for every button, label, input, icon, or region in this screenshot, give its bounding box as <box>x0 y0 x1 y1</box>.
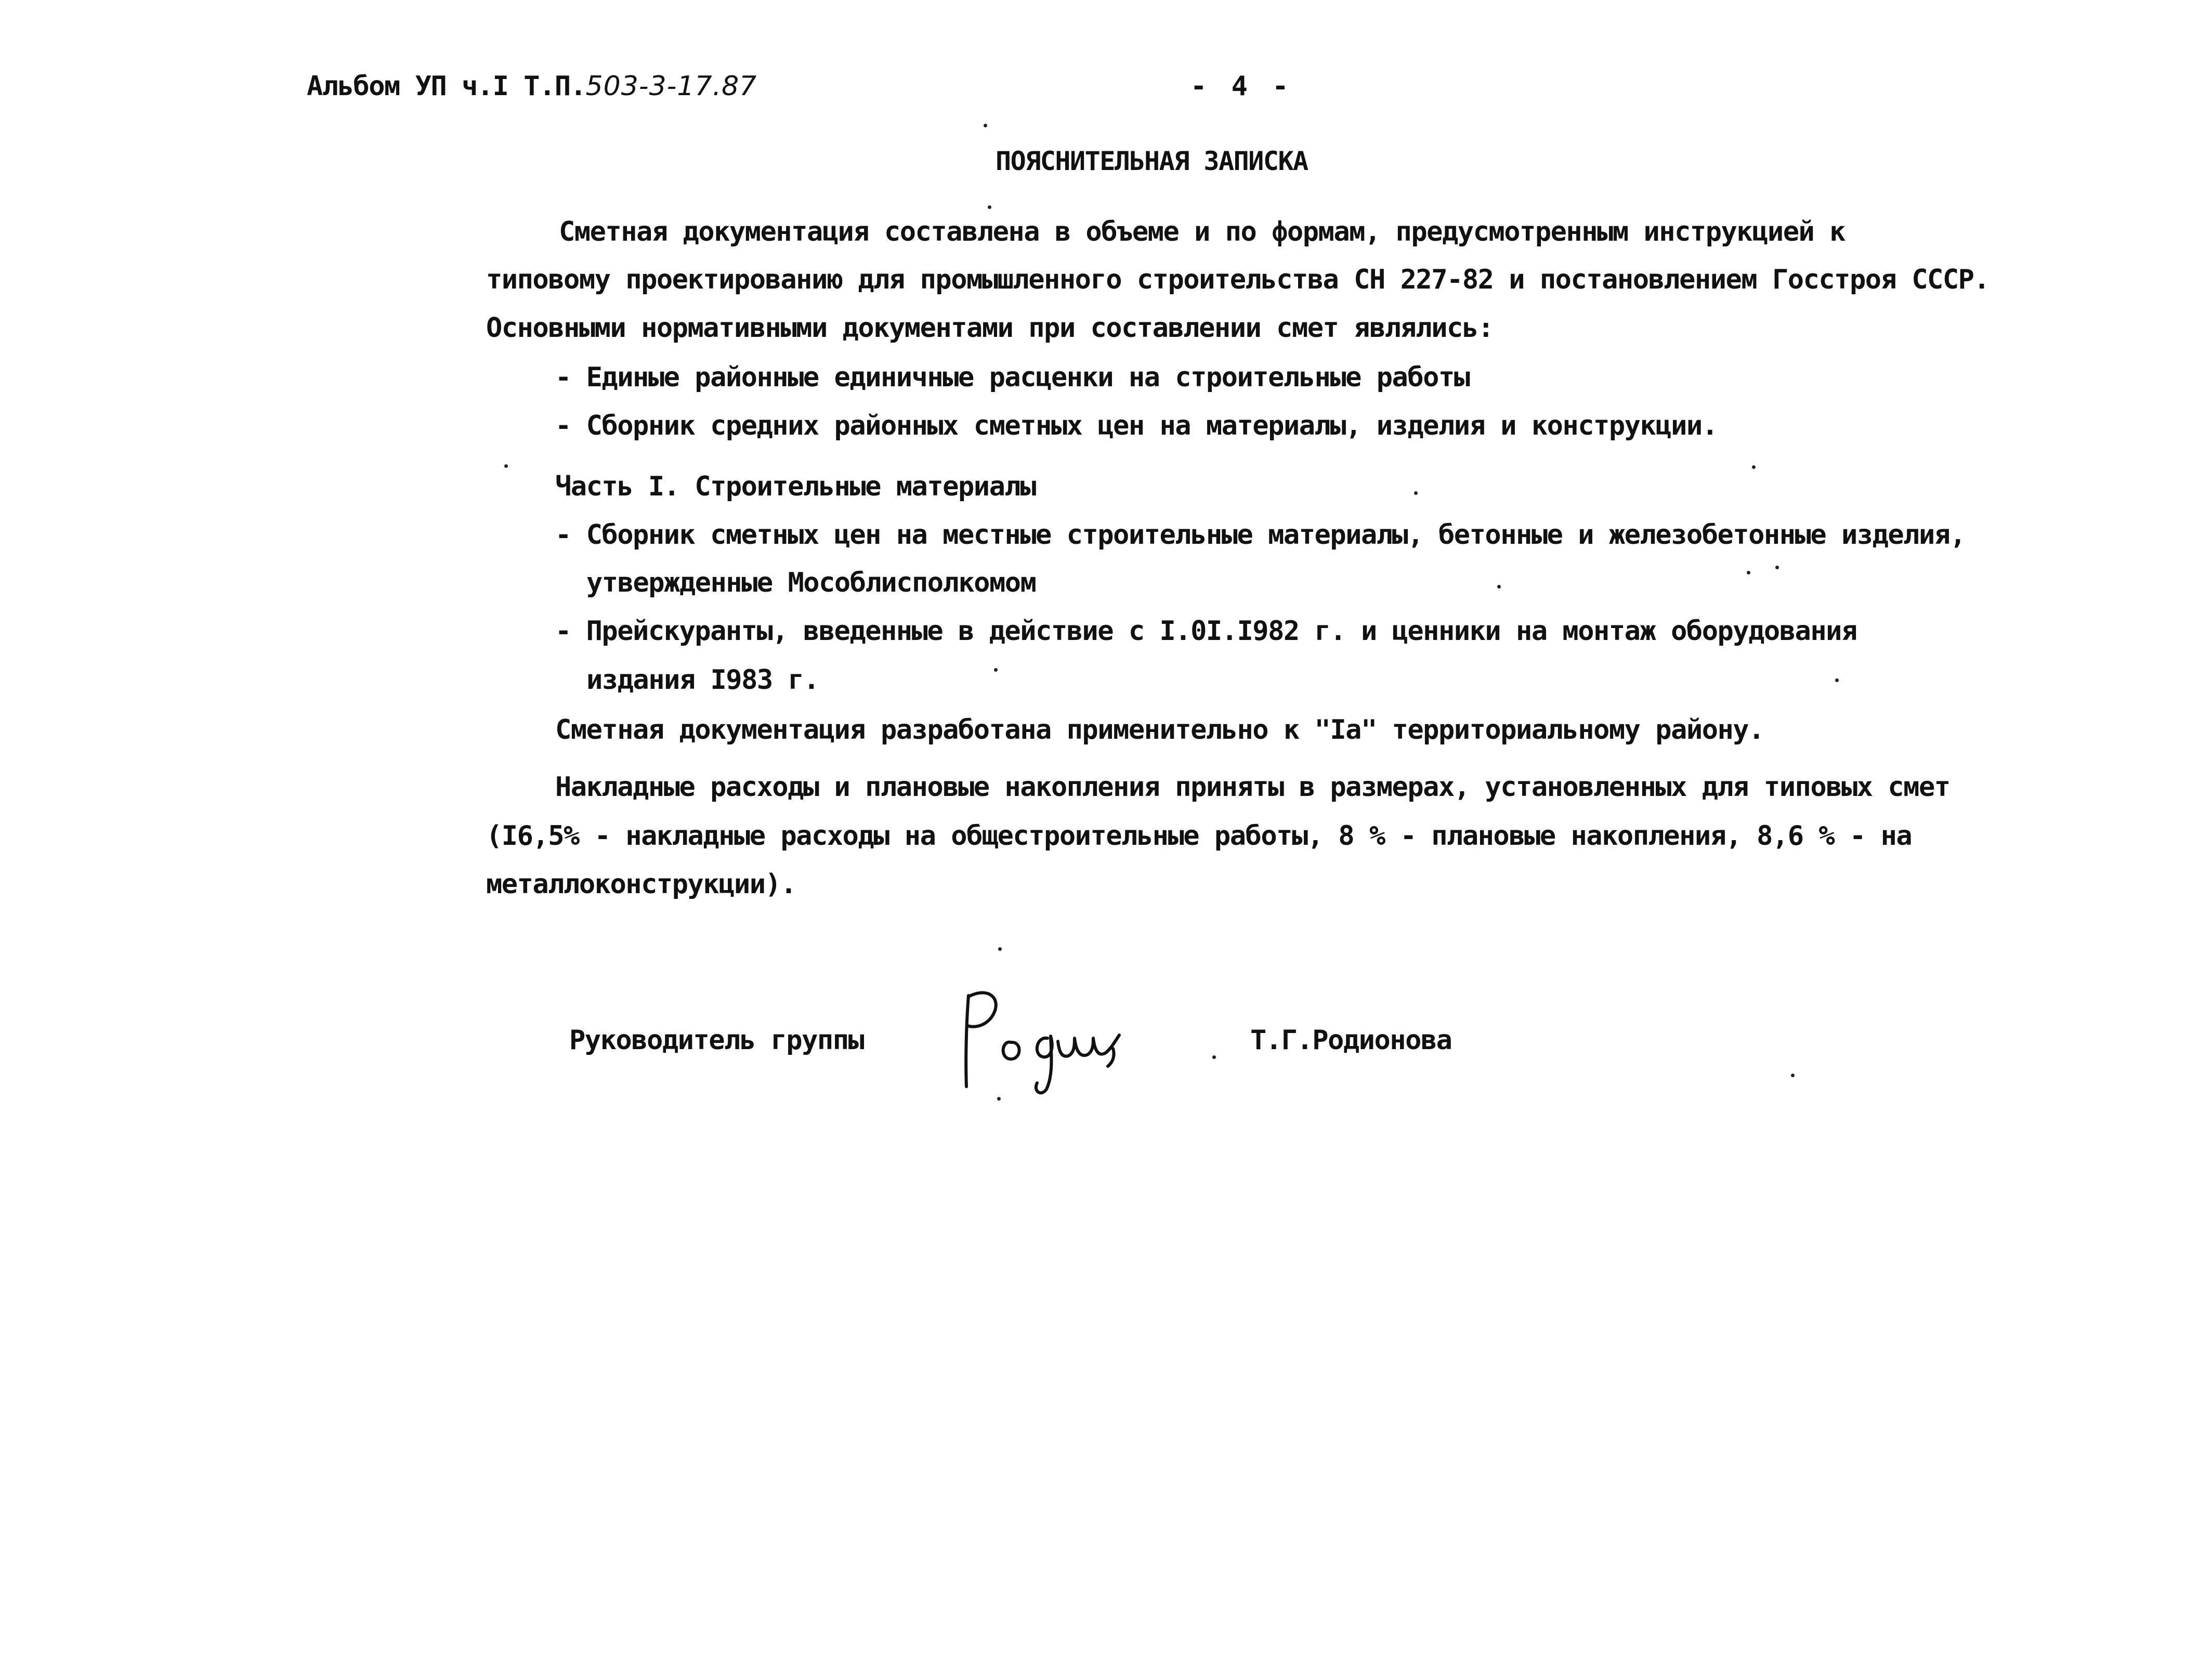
paragraph-line: Основными нормативными документами при составлении смет являлись: <box>486 312 1494 344</box>
scan-speck <box>997 1097 1001 1101</box>
list-item: - Единые районные единичные расценки на строительные работы <box>555 362 1470 393</box>
album-reference <box>307 73 757 100</box>
paragraph-line: Сметная документация разработана применительно к "Iа" территориальному району. <box>555 714 1764 746</box>
list-item-continuation: утвержденные Мособлисполкомом <box>586 567 1036 598</box>
scan-speck <box>1752 465 1756 469</box>
list-item: - Сборник средних районных сметных цен на материалы, изделия и конструкции. <box>555 410 1718 441</box>
document-title: ПОЯСНИТЕЛЬНАЯ ЗАПИСКА <box>996 146 1308 176</box>
paragraph-line: металлоконструкции). <box>486 869 796 900</box>
list-item-continuation: издания I983 г. <box>586 664 819 696</box>
scan-speck <box>1212 1055 1216 1059</box>
album-reference-handwritten: 503-3-17.87 <box>585 71 757 102</box>
list-item: - Сборник сметных цен на местные строительные материалы, бетонные и железобетонные изделия, <box>555 519 1966 551</box>
scan-speck <box>1497 585 1501 589</box>
paragraph-line: Накладные расходы и плановые накопления приняты в размерах, установленных для типовых смет <box>555 772 1950 803</box>
paragraph-line: (I6,5% - накладные расходы на общестроительные работы, 8 % - плановые накопления, 8,6 % - на <box>486 820 1912 852</box>
scan-speck <box>504 464 508 468</box>
scan-speck <box>1414 491 1418 495</box>
handwritten-signature <box>959 980 1125 1100</box>
scan-speck <box>988 205 991 209</box>
scan-speck <box>994 668 998 672</box>
scan-speck <box>1835 678 1839 682</box>
signer-role: Руководитель группы <box>569 1025 864 1056</box>
paragraph-line: типовому проектированию для промышленного строительства СН 227-82 и постановлением Госстроя СССР. <box>486 264 1990 295</box>
part-heading: Часть I. Строительные материалы <box>555 471 1036 502</box>
album-reference-typed: Альбом УП ч.I Т.П. <box>307 71 586 102</box>
list-item: - Прейскуранты, введенные в действие с I.0I.I982 г. и ценники на монтаж оборудования <box>555 616 1857 647</box>
scan-speck <box>1747 571 1750 574</box>
scan-speck <box>1775 566 1779 569</box>
paragraph-line: Сметная документация составлена в объеме и по формам, предусмотренным инструкцией к <box>559 216 1845 247</box>
scan-speck <box>1791 1074 1795 1077</box>
scan-speck <box>998 947 1002 951</box>
signer-name: Т.Г.Родионова <box>1250 1025 1452 1056</box>
scan-speck <box>984 124 987 127</box>
page-number: - 4 - <box>1190 71 1293 102</box>
